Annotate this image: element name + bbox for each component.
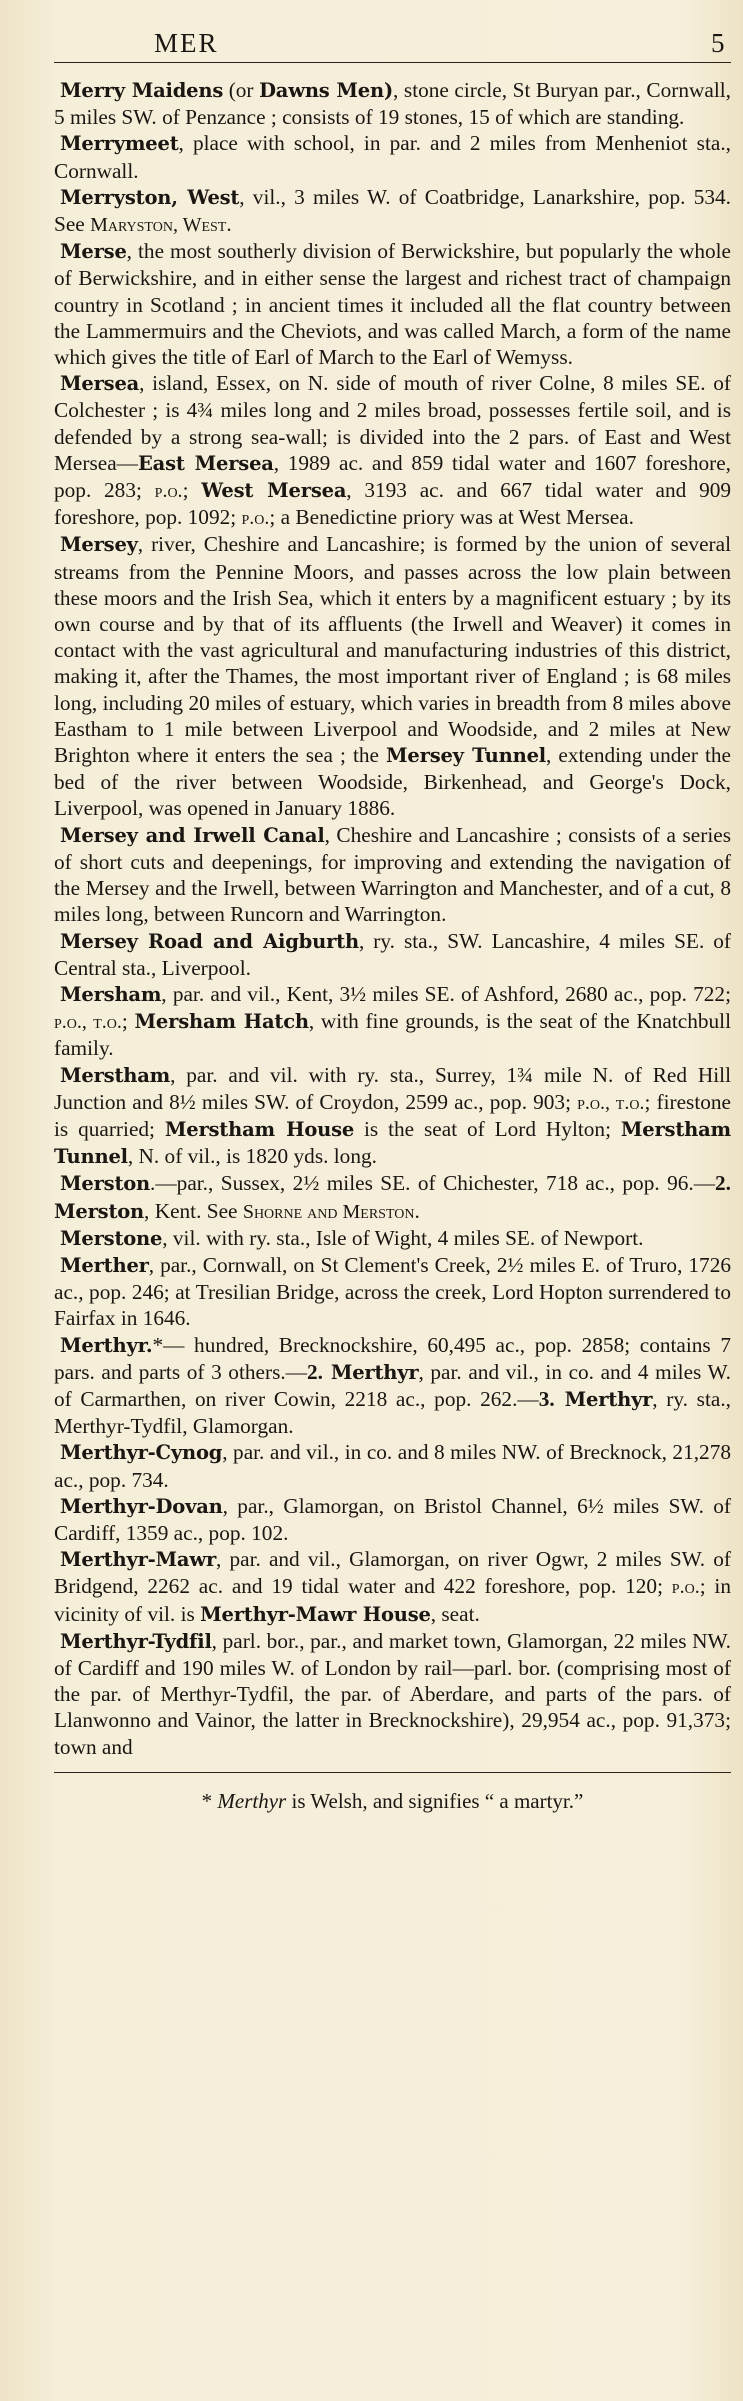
headword: Merryston, West [60, 185, 240, 209]
entry-text: , with fine grounds, is the seat of the Knatchbull family. [54, 1009, 731, 1061]
page-number: 5 [711, 28, 725, 58]
entry-text: , par. and vil. with ry. sta., Surrey, 1¾ mile N. of Red Hill Junction and 8½ miles SW. of Croydon, 2599 ac., pop. 903; [54, 1062, 731, 1114]
sense-number: 3. [538, 1386, 555, 1411]
abbreviation: p.o. [154, 480, 183, 503]
entry-text: , vil. with ry. sta., Isle of Wight, 4 miles SE. of Newport. [162, 1225, 644, 1250]
entry-mersey [54, 531, 731, 821]
sub-headword: East Mersea [137, 451, 274, 475]
headword: Merstham [60, 1063, 171, 1087]
footnote [54, 1789, 731, 1814]
entry-text: , Kent. See [144, 1198, 243, 1223]
entry-text: , par., Glamorgan, on Bristol Channel, 6½ miles SW. of Cardiff, 1359 ac., pop. 102. [54, 1493, 731, 1545]
entry-text: , par. and vil., Kent, 3½ miles SE. of Ashford, 2680 ac., pop. 722; [161, 981, 731, 1006]
guide-word: MER [154, 28, 219, 58]
entry-text: , parl. bor., par., and market town, Glamorgan, 22 miles NW. of Cardiff and 190 miles W. of London by rail—parl. bor. (comprising most of the par. of Merthyr-Tydfil, the par. of Aberdare, and parts of the pars. of Llanwonno and Vainor, the latter in Brecknockshire), 29,954 ac., pop. 91,373; town and [54, 1628, 731, 1759]
entry-text: ; firestone is quarried; [54, 1089, 732, 1141]
entry-text: , ry. sta., SW. Lancashire, 4 miles SE. of Central sta., Liverpool. [54, 928, 732, 980]
sub-headword: Merthyr-Mawr House [200, 1602, 431, 1626]
entry-text: , island, Essex, on N. side of mouth of river Colne, 8 miles SE. of Colchester ; is 4¾ miles long and 2 miles broad, possesses fertile soil, and is defended by a strong sea-wall; is divided into the 2 pars. of East and West Mersea— [54, 371, 731, 475]
abbreviation: p.o. [671, 1576, 700, 1599]
entry-text: , par. and vil., in co. and 8 miles NW. of Brecknock, 21,278 ac., pop. 734. [54, 1440, 731, 1492]
footnote-text: is Welsh, and signifies “ a martyr.” [286, 1788, 584, 1813]
headword: Mersea [60, 372, 140, 396]
entry-text: ; [182, 478, 202, 503]
headword: Merthyr-Cynog [60, 1441, 223, 1465]
headword: Mersey Road and Aigburth [60, 929, 359, 953]
entry-merrymeet [54, 130, 731, 183]
sub-headword: Merstham House [164, 1117, 355, 1141]
headword: Merston [60, 1172, 151, 1196]
entry-text: ; in vicinity of vil. is [54, 1574, 731, 1626]
sub-headword: Mersham Hatch [134, 1010, 309, 1034]
sub-headword: Merstham Tunnel [54, 1117, 731, 1169]
entry-merther [54, 1252, 731, 1332]
entry-text: , par. and vil., in co. and 4 miles W. of Carmarthen, on river Cowin, 2218 ac., pop. 262.— [54, 1359, 731, 1411]
entry-merthyr-cynog [54, 1439, 731, 1492]
headword: Merstone [60, 1226, 163, 1250]
footnote-word: Merthyr [217, 1788, 287, 1813]
entry-mersham [54, 981, 731, 1062]
entry-text: . [414, 1198, 420, 1223]
entry-text: — hundred, Brecknockshire, 60,495 ac., pop. 2858; contains 7 pars. and parts of 3 others.— [54, 1332, 731, 1384]
abbreviation: p.o. [241, 507, 270, 530]
entry-text: ; a Benedictine priory was at West Mersea. [269, 505, 634, 530]
entry-text: , river, Cheshire and Lancashire; is formed by the union of several streams from the Pennine Moors, and passes across the low plain between these moors and the Irish Sea, which it enters by a magnificent estuary ; by its own course and by that of its affluents (the Irwell and Weaver) it comes in contact with the vast agricultural and manufacturing industries of this district, making it, after the Thames, the most important river of England ; is 68 miles long, including 20 miles of estuary, which varies in breadth from 8 miles above Eastham to 1 mile between Liverpool and Woodside, and 2 miles at New Brighton where it enters the sea ; the [54, 532, 731, 768]
headword: Merthyr-Tydfil [60, 1629, 212, 1653]
footnote-divider [54, 1772, 731, 1773]
entry-text: , the most southerly division of Berwickshire, but popularly the whole of Berwickshire, and in either sense the largest and richest tract of champaign country in Scotland ; in ancient times it included all the flat country between the Lammermuirs and the Cheviots, and was called March, a form of the name which gives the title of Earl of March to the Earl of Wemyss. [54, 239, 731, 370]
entry-merthyr-tydfil [54, 1628, 731, 1760]
entry-mersea [54, 370, 731, 531]
entry-text: , extending under the bed of the river between Woodside, Birkenhead, and George's Dock, Liverpool, was opened in January 1886. [54, 743, 731, 821]
headword: Mersey and Irwell Canal [60, 823, 325, 847]
abbreviation: p.o., t.o. [577, 1091, 645, 1114]
entry-merthyr [54, 1332, 731, 1440]
entry-text: is the seat of Lord Hylton; [354, 1116, 621, 1141]
page-header [54, 28, 731, 63]
entry-merryston-west [54, 184, 731, 238]
sub-headword: Merthyr [322, 1360, 419, 1384]
sense-number: 2. [715, 1171, 731, 1196]
entry-merstone [54, 1225, 731, 1252]
entry-text: ; [121, 1009, 135, 1034]
entry-text: (or [223, 78, 260, 102]
sub-headword: West Mersea [201, 479, 347, 503]
entry-text: , seat. [430, 1601, 480, 1626]
cross-reference: Maryston, West [90, 214, 227, 237]
footnote-mark: * [152, 1332, 164, 1357]
entry-text: , vil., 3 miles W. of Coatbridge, Lanarkshire, pop. 534. See [54, 184, 731, 237]
entry-merthyr-dovan [54, 1493, 731, 1546]
headword: Merse [60, 240, 127, 264]
entry-text: , place with school, in par. and 2 miles from Menheniot sta., Cornwall. [54, 131, 731, 183]
headword: Merthyr-Mawr [60, 1548, 217, 1572]
entry-text: , Cheshire and Lancashire ; consists of a series of short cuts and deepenings, for improving and extending the navigation of the Mersey and the Irwell, between Warrington and Manchester, and of a cut, 8 miles long, between Runcorn and Warrington. [54, 822, 731, 927]
sub-headword: Merthyr [554, 1387, 653, 1411]
headword: Merthyr. [60, 1333, 153, 1357]
entry-merse [54, 238, 731, 370]
abbreviation: p.o., t.o. [54, 1011, 122, 1034]
entry-merstham [54, 1062, 731, 1171]
headword: Merther [60, 1253, 149, 1277]
entry-mersey-irwell-canal [54, 822, 731, 928]
entry-merston [54, 1170, 731, 1224]
headword: Mersey [60, 533, 138, 557]
sense-number: 2. [306, 1359, 323, 1384]
alt-headword: Dawns Men) [259, 79, 394, 102]
entry-text: , 3193 ac. and 667 tidal water and 909 foreshore, pop. 1092; [54, 478, 732, 530]
entry-merry-maidens [54, 77, 731, 130]
entry-text: , stone circle, St Buryan par., Cornwall, 5 miles SW. of Penzance ; consists of 19 stones, 15 of which are standing. [54, 78, 731, 130]
headword: Merry Maidens [60, 79, 224, 102]
cross-reference: Shorne and Merston [242, 1200, 415, 1223]
headword: Merthyr-Dovan [60, 1494, 223, 1518]
sub-headword: Merston [54, 1199, 145, 1223]
entry-merthyr-mawr [54, 1546, 731, 1628]
headword: Merrymeet [60, 132, 179, 156]
entry-text: , ry. sta., Merthyr-Tydfil, Glamorgan. [54, 1386, 731, 1439]
entry-mersey-road-aigburth [54, 928, 731, 981]
entry-text: , N. of vil., is 1820 yds. long. [127, 1144, 377, 1169]
entry-text: . [226, 212, 232, 237]
headword: Mersham [60, 982, 162, 1006]
entry-text: , par. and vil., Glamorgan, on river Ogwr, 2 miles SW. of Bridgend, 2262 ac. and 19 tidal water and 422 foreshore, pop. 120; [54, 1547, 731, 1599]
entry-text: , par., Cornwall, on St Clement's Creek, 2½ miles E. of Truro, 1726 ac., pop. 246; at Tresilian Bridge, across the creek, Lord Hopton surrendered to Fairfax in 1646. [54, 1252, 731, 1331]
sub-headword: Mersey Tunnel [386, 744, 546, 768]
footnote-mark: * [201, 1788, 218, 1813]
entry-text: .—par., Sussex, 2½ miles SE. of Chichester, 718 ac., pop. 96.— [150, 1171, 716, 1196]
entry-text: , 1989 ac. and 859 tidal water and 1607 foreshore, pop. 283; [54, 450, 731, 503]
entries-column [54, 77, 731, 1760]
